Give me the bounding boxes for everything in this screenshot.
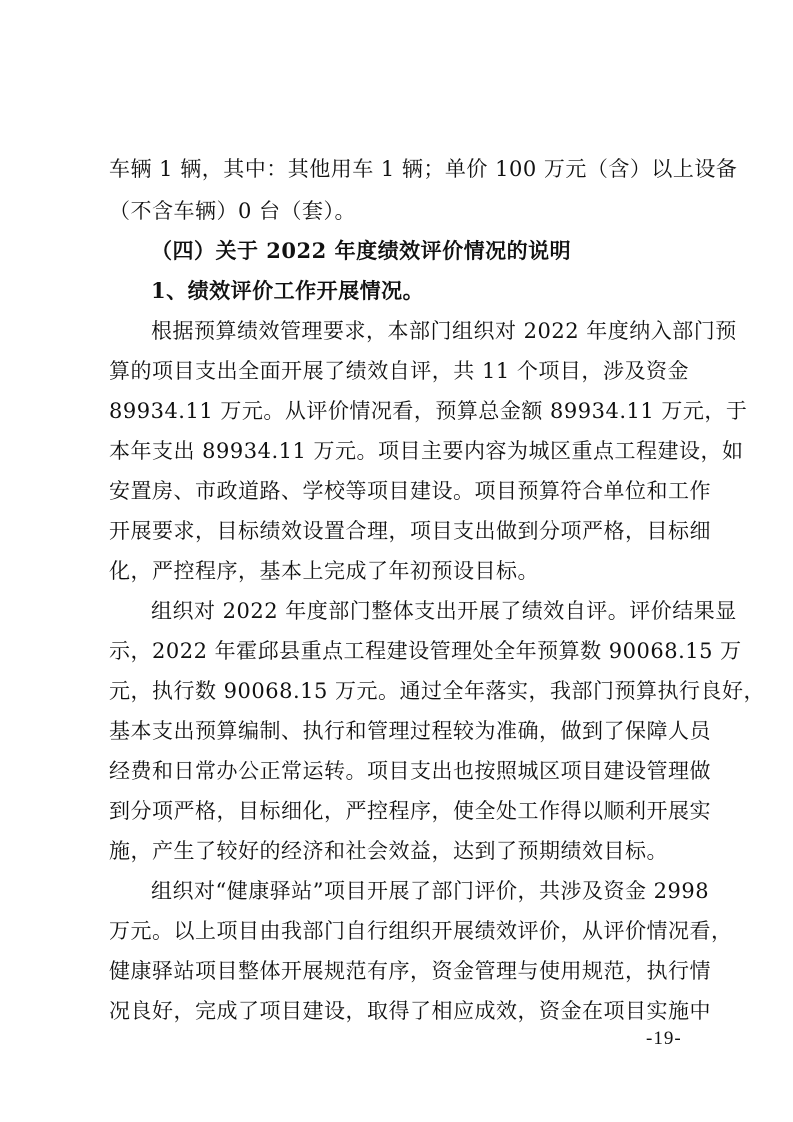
- body-text-line: 基本支出预算编制、执行和管理过程较为准确，做到了保障人员: [109, 719, 711, 743]
- body-text-line: 开展要求，目标绩效设置合理，项目支出做到分项严格，目标细: [109, 519, 711, 543]
- body-text-line: 况良好，完成了项目建设，取得了相应成效，资金在项目实施中: [109, 999, 711, 1023]
- body-text-line: （不含车辆）0 台（套）。: [109, 199, 357, 223]
- body-text-line: 车辆 1 辆，其中：其他用车 1 辆；单价 100 万元（含）以上设备: [109, 157, 738, 181]
- body-text-line: 健康驿站项目整体开展规范有序，资金管理与使用规范，执行情: [109, 959, 711, 983]
- section-heading: （四）关于 2022 年度绩效评价情况的说明: [151, 238, 572, 263]
- body-text-line: 经费和日常办公正常运转。项目支出也按照城区项目建设管理做: [109, 759, 711, 783]
- body-text-line: 安置房、市政道路、学校等项目建设。项目预算符合单位和工作: [109, 479, 711, 503]
- body-text-line: 元，执行数 90068.15 万元。通过全年落实，我部门预算执行良好，: [109, 679, 766, 703]
- body-text-line: 组织对 2022 年度部门整体支出开展了绩效自评。评价结果显: [151, 599, 737, 623]
- body-text-line: 万元。以上项目由我部门自行组织开展绩效评价，从评价情况看，: [109, 919, 733, 943]
- body-text-line: 89934.11 万元。从评价情况看，预算总金额 89934.11 万元，于: [109, 399, 748, 423]
- body-text-line: 根据预算绩效管理要求，本部门组织对 2022 年度纳入部门预: [151, 319, 737, 343]
- body-text-line: 到分项严格，目标细化，严控程序，使全处工作得以顺利开展实: [109, 799, 711, 823]
- subsection-heading: 1、绩效评价工作开展情况。: [151, 278, 425, 303]
- body-text-line: 示，2022 年霍邱县重点工程建设管理处全年预算数 90068.15 万: [109, 639, 742, 663]
- body-text-line: 本年支出 89934.11 万元。项目主要内容为城区重点工程建设，如: [109, 439, 744, 463]
- body-text-line: 组织对“健康驿站”项目开展了部门评价，共涉及资金 2998: [151, 879, 710, 903]
- body-text-line: 施，产生了较好的经济和社会效益，达到了预期绩效目标。: [109, 839, 668, 863]
- body-text-line: 化，严控程序，基本上完成了年初预设目标。: [109, 559, 539, 583]
- page-number: -19-: [646, 1028, 682, 1049]
- body-text-line: 算的项目支出全面开展了绩效自评，共 11 个项目，涉及资金: [109, 359, 689, 383]
